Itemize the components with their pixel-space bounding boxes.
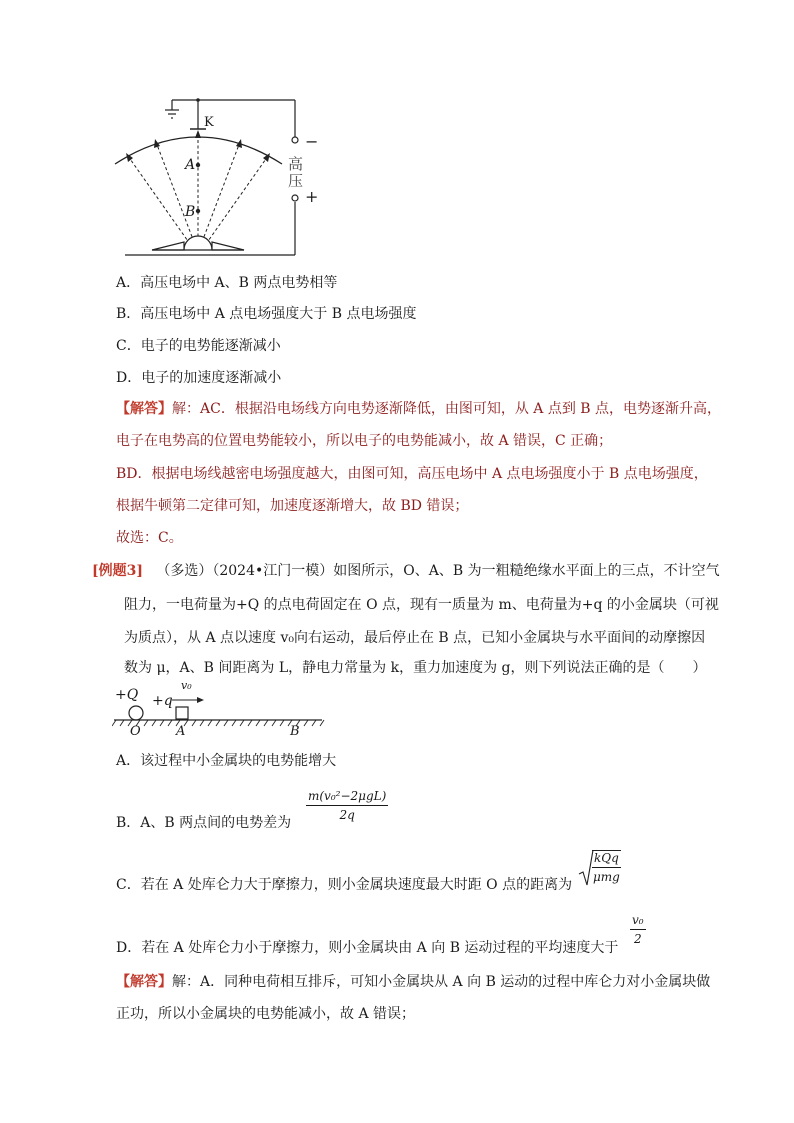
label-minus: − — [305, 132, 319, 151]
ex3-option-d-formula — [630, 913, 646, 946]
ex3-answer-text-1: 解：A．同种电荷相互排斥，可知小金属块从 A 向 B 运动的过程中库仑力对小金属块做 — [172, 974, 711, 990]
example3-text-1: （多选）（2024•江门一模）如图所示，O、A、B 为一粗糙绝缘水平面上的三点，不计空气 — [156, 563, 720, 579]
option-c: C．电子的电势能逐渐减小 — [116, 338, 281, 354]
label-plus: + — [305, 187, 319, 206]
example3-line-1 — [92, 560, 720, 580]
label-b: B — [185, 204, 196, 220]
ex3-option-d: D．若在 A 处库仑力小于摩擦力，则小金属块由 A 向 B 运动过程的平均速度大于 — [116, 940, 619, 956]
ex3-option-d-num: v₀ — [630, 913, 646, 930]
label-hv-2: 压 — [288, 172, 304, 190]
example3-line-3: 为质点），从 A 点以速度 v₀向右运动，最后停止在 B 点，已知小金属块与水平面间的动摩擦因 — [124, 630, 706, 646]
ex3-option-b-formula — [306, 789, 388, 822]
answer-line-3: BD．根据电场线越密电场强度越大，由图可知，高压电场中 A 点电场强度小于 B 点电场强度， — [116, 466, 708, 482]
answer-line-2: 电子在电势高的位置电势能较小，所以电子的电势能减小，故 A 错误，C 正确； — [116, 433, 613, 449]
example3-tag: [例题3] — [92, 563, 143, 579]
ex3-option-d-den: 2 — [633, 932, 642, 946]
ex3-option-b-den: 2q — [339, 808, 355, 822]
answer-line-1 — [116, 398, 721, 418]
answer-text-1: 解：AC．根据沿电场线方向电势逐渐降低，由图可知，从 A 点到 B 点，电势逐渐升高， — [172, 401, 722, 417]
ex3-option-c-formula — [592, 850, 621, 884]
label-plus-q: +q — [152, 693, 173, 709]
label-plus-Q: +Q — [115, 687, 139, 703]
label-k: K — [204, 115, 214, 130]
label-A: A — [176, 724, 186, 739]
option-d: D．电子的加速度逐渐减小 — [116, 370, 282, 386]
ex3-option-b-num: m(v₀²−2μgL) — [306, 789, 388, 806]
answer-line-4: 根据牛顿第二定律可知，加速度逐渐增大，故 BD 错误； — [116, 498, 469, 514]
example3-line-2: 阻力，一电荷量为+Q 的点电荷固定在 O 点，现有一质量为 m、电荷量为+q 的小金属块（可视 — [124, 597, 719, 613]
ex3-option-a: A．该过程中小金属块的电势能增大 — [116, 753, 337, 769]
label-v0: v₀ — [181, 679, 192, 692]
label-B: B — [290, 724, 300, 739]
answer-tag: 【解答】 — [116, 401, 172, 417]
answer-line-5: 故选：C。 — [116, 530, 183, 546]
ex3-answer-tag: 【解答】 — [116, 974, 172, 990]
ex3-answer-line-1 — [116, 971, 710, 991]
option-b: B．高压电场中 A 点电场强度大于 B 点电场强度 — [116, 306, 417, 322]
ex3-option-c-den: μmg — [592, 870, 620, 884]
ex3-option-c-num: kQq — [592, 851, 621, 868]
label-a: A — [185, 157, 196, 173]
label-O: O — [130, 724, 141, 739]
ex3-answer-line-2: 正功，所以小金属块的电势能减小，故 A 错误； — [116, 1006, 416, 1022]
option-a: A．高压电场中 A、B 两点电势相等 — [116, 275, 338, 291]
ex3-option-c: C．若在 A 处库仑力大于摩擦力，则小金属块速度最大时距 O 点的距离为 — [116, 877, 573, 893]
ex3-option-b: B．A、B 两点间的电势差为 — [116, 815, 292, 831]
example3-line-4: 数为 μ，A、B 间距离为 L，静电力常量为 k，重力加速度为 g，则下列说法正确的是（ ） — [124, 660, 707, 676]
label-hv-1: 高 — [288, 155, 304, 173]
